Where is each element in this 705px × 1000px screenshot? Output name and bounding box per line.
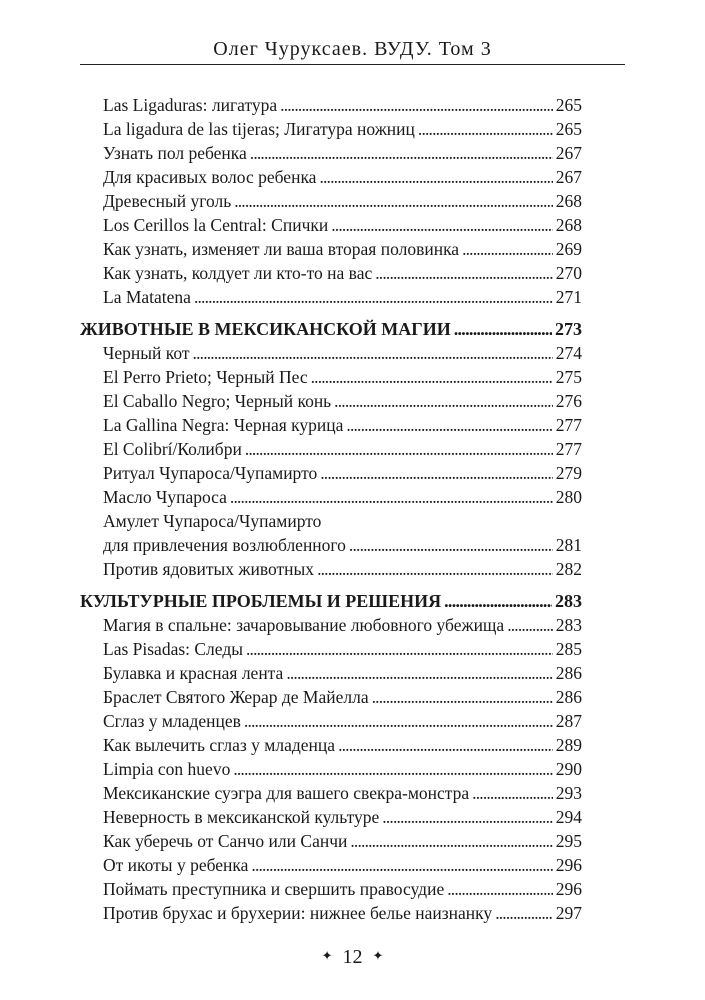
dot-leader [244,709,553,733]
toc-entry[interactable] [80,141,582,165]
toc-entry[interactable] [80,365,582,389]
page-number: 12 [342,946,363,968]
toc-heading-title: КУЛЬТУРНЫЕ ПРОБЛЕМЫ И РЕШЕНИЯ [80,591,442,611]
toc-entry-page: 283 [555,615,582,635]
toc-entry[interactable] [80,165,582,189]
toc-entry[interactable] [80,413,582,437]
toc-entry-title: Как узнать, изменяет ли ваша вторая половинка [103,239,460,259]
toc-entry[interactable] [80,781,582,805]
dot-leader [193,341,553,365]
toc-entry-title: Узнать пол ребенка [103,143,247,163]
toc-entry-page: 295 [555,831,582,851]
toc-entry-page: 269 [555,239,582,259]
ornament-right-icon: ✦ [372,948,384,963]
dot-leader [311,365,553,389]
toc-entry-title: Как узнать, колдует ли кто-то на вас [103,263,373,283]
toc-entry-title: Масло Чупароса [103,487,227,507]
toc-entry[interactable] [80,877,582,901]
toc-entry-page: 277 [555,439,582,459]
toc-entry-page: 265 [555,95,582,115]
toc-entry-page: 281 [555,535,582,555]
toc-entry[interactable] [80,485,582,509]
toc-entry[interactable] [80,901,582,925]
toc-entry-page: 279 [555,463,582,483]
toc-entry-title: Булавка и красная лента [103,663,284,683]
dot-leader [280,93,553,117]
toc-entry-page: 275 [555,367,582,387]
toc-entry-title: La Gallina Negra: Черная курица [103,415,344,435]
toc-entry-title: Для красивых волос ребенка [103,167,317,187]
dot-leader [472,781,553,805]
toc-entry-title: Как уберечь от Санчо или Санчи [103,831,348,851]
toc-entry-title: для привлечения возлюбленного [103,535,346,555]
toc-entry-page: 271 [555,287,582,307]
dot-leader [375,261,553,285]
toc-entry-title: Древесный уголь [103,191,232,211]
toc-entry-title: El Perro Prieto; Черный Пес [103,367,308,387]
dot-leader [245,437,553,461]
toc-entry[interactable] [80,261,582,285]
dot-leader [320,461,553,485]
toc-heading-title: ЖИВОТНЫЕ В МЕКСИКАНСКОЙ МАГИИ [80,319,451,339]
toc-entry-page: 286 [555,687,582,707]
toc-entry-title: Черный кот [103,343,190,363]
toc-entry-page: 267 [555,143,582,163]
toc-section [80,317,582,581]
toc-heading-page: 283 [555,591,582,611]
toc-entry-title: Неверность в мексиканской культуре [103,807,380,827]
toc-entry-page: 293 [555,783,582,803]
dot-leader [334,389,553,413]
toc-section-heading[interactable] [80,589,582,613]
dot-leader [250,141,553,165]
toc-entry-page: 296 [555,855,582,875]
toc-entry-page: 277 [555,415,582,435]
toc-section-heading[interactable] [80,317,582,341]
toc-entry-page: 290 [555,759,582,779]
dot-leader [194,285,553,309]
toc-heading-page: 273 [555,319,582,339]
toc-entry[interactable] [80,853,582,877]
toc-entry[interactable] [80,437,582,461]
toc-entry-page: 294 [555,807,582,827]
toc-entry-page: 267 [555,167,582,187]
toc-entry[interactable] [80,189,582,213]
toc-entry[interactable] [80,757,582,781]
toc-entry[interactable] [80,557,582,581]
dot-leader [234,189,553,213]
toc-entry-title: La Matatena [103,287,191,307]
toc-entry-title: Мексиканские суэгра для вашего свекра-монстра [103,783,470,803]
toc-entry-page: 287 [555,711,582,731]
toc-entry-title: Против брухас и брухерии: нижнее белье наизнанку [103,903,493,923]
toc-entry-page: 270 [555,263,582,283]
toc-entry-page: 286 [555,663,582,683]
toc-entry-page: 280 [555,487,582,507]
toc-entry-page: 268 [555,191,582,211]
dot-leader [454,317,552,341]
toc-entry[interactable] [80,805,582,829]
toc-entry-page: 297 [555,903,582,923]
dot-leader [319,165,552,189]
toc-entry[interactable] [80,213,582,237]
dot-leader [317,557,553,581]
dot-leader [418,117,553,141]
toc-entry-page: 282 [555,559,582,579]
toc-section [80,589,582,925]
toc-entry-title: El Colibrí/Колибри [103,439,242,459]
toc-entry-title: Las Pisadas: Следы [103,639,243,659]
toc-entry-title: Las Ligaduras: лигатура [103,95,278,115]
toc-entry-page: 265 [555,119,582,139]
ornament-left-icon: ✦ [321,948,333,963]
toc-entry[interactable] [80,341,582,365]
dot-leader [444,589,552,613]
toc-entry[interactable] [80,461,582,485]
toc-entry-page: 285 [555,639,582,659]
dot-leader [346,413,552,437]
dot-leader [349,533,553,557]
toc-entry-page: 268 [555,215,582,235]
toc-entry-page: 276 [555,391,582,411]
toc-entry[interactable] [80,613,582,637]
dot-leader [350,829,552,853]
page-footer [0,944,705,969]
header-divider [80,64,625,65]
toc-entry[interactable] [80,685,582,709]
toc-entry-title: Поймать преступника и свершить правосудие [103,879,445,899]
toc-entry[interactable] [80,285,582,309]
running-head: Олег Чуруксаев. ВУДУ. Том 3 [213,38,492,60]
toc-entry-title: La ligadura de las tijeras; Лигатура ножниц [103,119,415,139]
toc-entry-page: 289 [555,735,582,755]
dot-leader [507,613,553,637]
toc-entry-title: От икоты у ребенка [103,855,249,875]
toc-entry-title-line[interactable]: Амулет Чупароса/Чупамирто [103,511,322,531]
dot-leader [251,853,552,877]
dot-leader [447,877,553,901]
table-of-contents [80,93,582,925]
toc-entry[interactable] [80,117,582,141]
toc-entry-title: Браслет Святого Жерар де Майелла [103,687,369,707]
dot-leader [286,661,552,685]
toc-entry-page: 274 [555,343,582,363]
toc-entry[interactable] [80,829,582,853]
toc-entry-title: Ритуал Чупароса/Чупамирто [103,463,318,483]
toc-entry-title: Los Cerillos la Central: Спички [103,215,329,235]
toc-entry-page: 296 [555,879,582,899]
toc-entry-title: Магия в спальне: зачаровывание любовного убежища [103,615,505,635]
toc-entry-title: Сглаз у младенцев [103,711,241,731]
toc-entry[interactable] [80,709,582,733]
toc-entry[interactable] [80,237,582,261]
toc-entry[interactable] [80,637,582,661]
toc-entry[interactable] [80,661,582,685]
toc-entry-title: El Caballo Negro; Черный конь [103,391,332,411]
toc-entry-title: Limpia con huevo [103,759,231,779]
dot-leader [230,485,553,509]
dot-leader [372,685,553,709]
toc-entry[interactable] [80,93,582,117]
toc-entry[interactable] [80,389,582,413]
dot-leader [495,901,553,925]
dot-leader [331,213,553,237]
dot-leader [233,757,552,781]
dot-leader [246,637,553,661]
toc-section [80,93,582,309]
toc-entry-title: Против ядовитых животных [103,559,315,579]
toc-entry[interactable] [80,733,582,757]
dot-leader [382,805,552,829]
dot-leader [462,237,553,261]
toc-entry[interactable] [80,533,582,557]
toc-entry-title: Как вылечить сглаз у младенца [103,735,336,755]
dot-leader [338,733,553,757]
